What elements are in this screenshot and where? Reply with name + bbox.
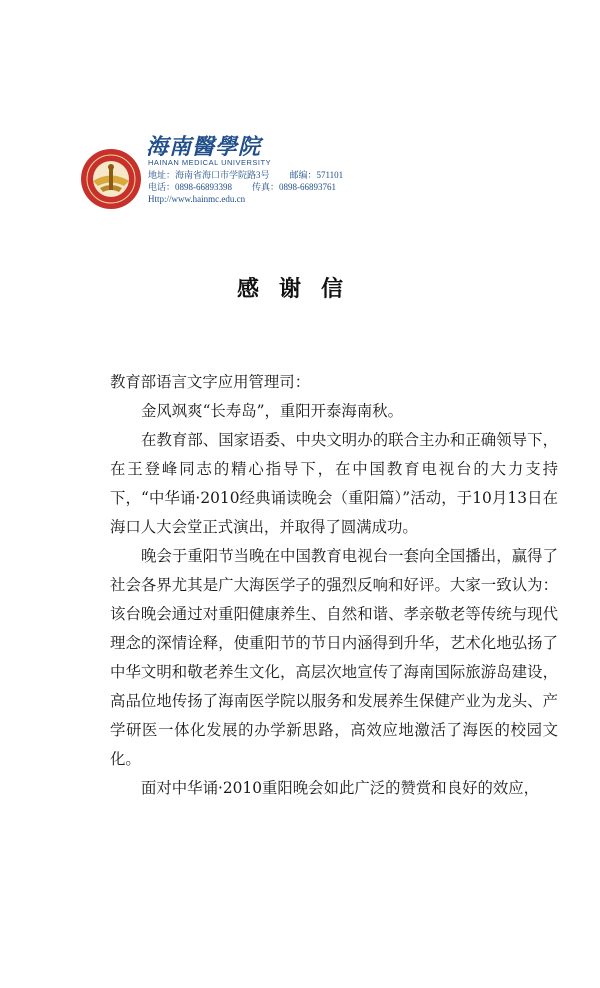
contact-block	[148, 169, 343, 205]
address-text: 地址：海南省海口市学院路3号	[148, 170, 270, 180]
university-name-chinese: 海南醫學院	[146, 134, 262, 160]
paragraph-4: 面对中华诵·2010重阳晚会如此广泛的赞赏和良好的效应，	[141, 779, 540, 797]
paragraph-1: 金风飒爽“长寿岛”，重阳开泰海南秋。	[141, 402, 403, 420]
letter-body	[110, 368, 558, 803]
university-name-english: HAINAN MEDICAL UNIVERSITY	[148, 158, 272, 167]
phone-text: 电话：0898-66893398	[148, 182, 232, 192]
university-seal-logo	[80, 148, 142, 210]
paragraph-2: 在教育部、国家语委、中央文明办的联合主办和正确领导下，在王登峰同志的精心指导下，在中国教育电视台的大力支持下，“中华诵·2010经典诵读晚会（重阳篇）”活动，于10月13日在海口人大会堂正式演出，并取得了圆满成功。	[110, 431, 558, 536]
letterhead	[80, 128, 520, 212]
postcode-text: 邮编：571101	[289, 170, 344, 180]
salutation: 教育部语言文字应用管理司：	[110, 373, 311, 391]
paragraph-3: 晚会于重阳节当晚在中国教育电视台一套向全国播出，赢得了社会各界尤其是广大海医学子的强烈反响和好评。大家一致认为：该台晚会通过对重阳健康养生、自然和谐、孝亲敬老等传统与现代理念的深情诠释，使重阳节的节日内涵得到升华，艺术化地弘扬了中华文明和敬老养生文化，高层次地宣传了海南国际旅游岛建设，高品位地传扬了海南医学院以服务和发展养生保健产业为龙头、产学研医一体化发展的办学新思路，高效应地激活了海医的校园文化。	[110, 547, 558, 768]
website-text: Http://www.hainmc.edu.cn	[148, 194, 246, 204]
letter-title: 感谢信	[236, 276, 363, 302]
fax-text: 传真：0898-66893761	[252, 182, 336, 192]
